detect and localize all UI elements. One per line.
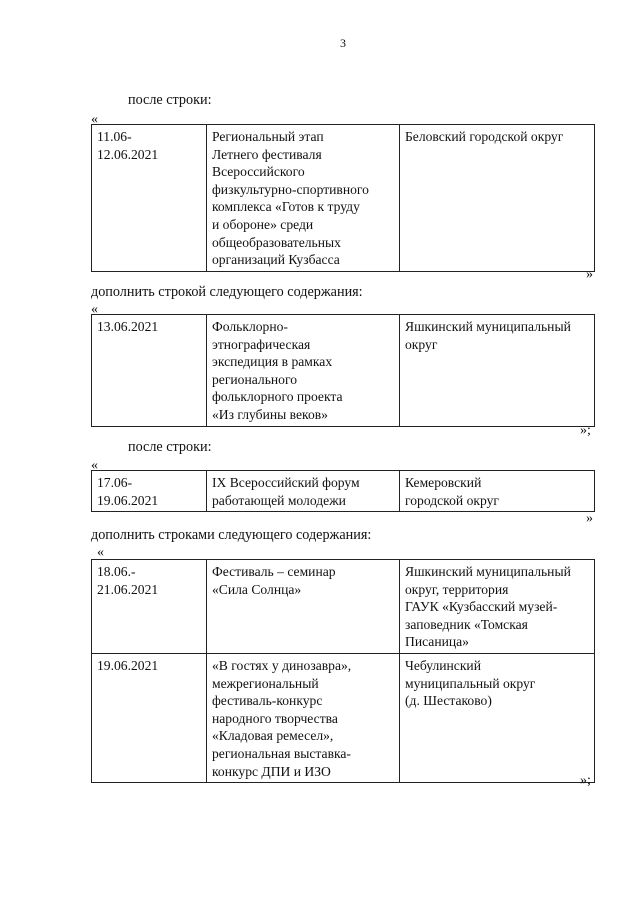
place-cell: Беловский городской округ [400, 125, 595, 272]
place-cell: Чебулинский муниципальный округ (д. Шестаково) [400, 653, 595, 782]
place-cell: Яшкинский муниципальный округ, территория ГАУК «Кузбасский музей- заповедник «Томская Писаница» [400, 560, 595, 654]
section-1-open-quote: « [91, 112, 98, 127]
table-2 [91, 314, 595, 427]
date-cell: 17.06- 19.06.2021 [92, 471, 207, 512]
date-cell: 19.06.2021 [92, 653, 207, 782]
table-row [92, 653, 595, 782]
place-cell: Кемеровский городской округ [400, 471, 595, 512]
date-cell: 13.06.2021 [92, 315, 207, 427]
section-3-intro: после строки: [128, 439, 212, 455]
date-cell: 18.06.- 21.06.2021 [92, 560, 207, 654]
table-row [92, 560, 595, 654]
table-row [92, 125, 595, 272]
section-2-intro: дополнить строкой следующего содержания: [91, 284, 363, 300]
section-4-intro: дополнить строками следующего содержания: [91, 527, 372, 543]
section-3-close-quote: » [586, 511, 593, 526]
event-cell: «В гостях у динозавра», межрегиональный фестиваль-конкурс народного творчества «Кладовая ремесел», региональная выставка- конкурс ДПИ и ИЗО [207, 653, 400, 782]
section-1-intro: после строки: [128, 92, 212, 108]
table-row [92, 315, 595, 427]
section-4-open-quote: « [97, 545, 104, 560]
section-4-close-quote: »; [580, 773, 591, 788]
table-row [92, 471, 595, 512]
section-3-open-quote: « [91, 458, 98, 473]
event-cell: Фестиваль – семинар «Сила Солнца» [207, 560, 400, 654]
table-1 [91, 124, 595, 272]
event-cell: Фольклорно- этнографическая экспедиция в рамках регионального фольклорного проекта «Из глубины веков» [207, 315, 400, 427]
section-2-open-quote: « [91, 302, 98, 317]
section-1-close-quote: » [586, 267, 593, 282]
event-cell: IX Всероссийский форум работающей молодежи [207, 471, 400, 512]
table-4 [91, 559, 595, 783]
place-cell: Яшкинский муниципальный округ [400, 315, 595, 427]
page-number: 3 [340, 36, 346, 50]
event-cell: Региональный этап Летнего фестиваля Всероссийского физкультурно-спортивного комплекса «Готов к труду и обороне» среди общеобразовательных организаций Кузбасса [207, 125, 400, 272]
table-3 [91, 470, 595, 512]
date-cell: 11.06- 12.06.2021 [92, 125, 207, 272]
section-2-close-quote: »; [580, 423, 591, 438]
